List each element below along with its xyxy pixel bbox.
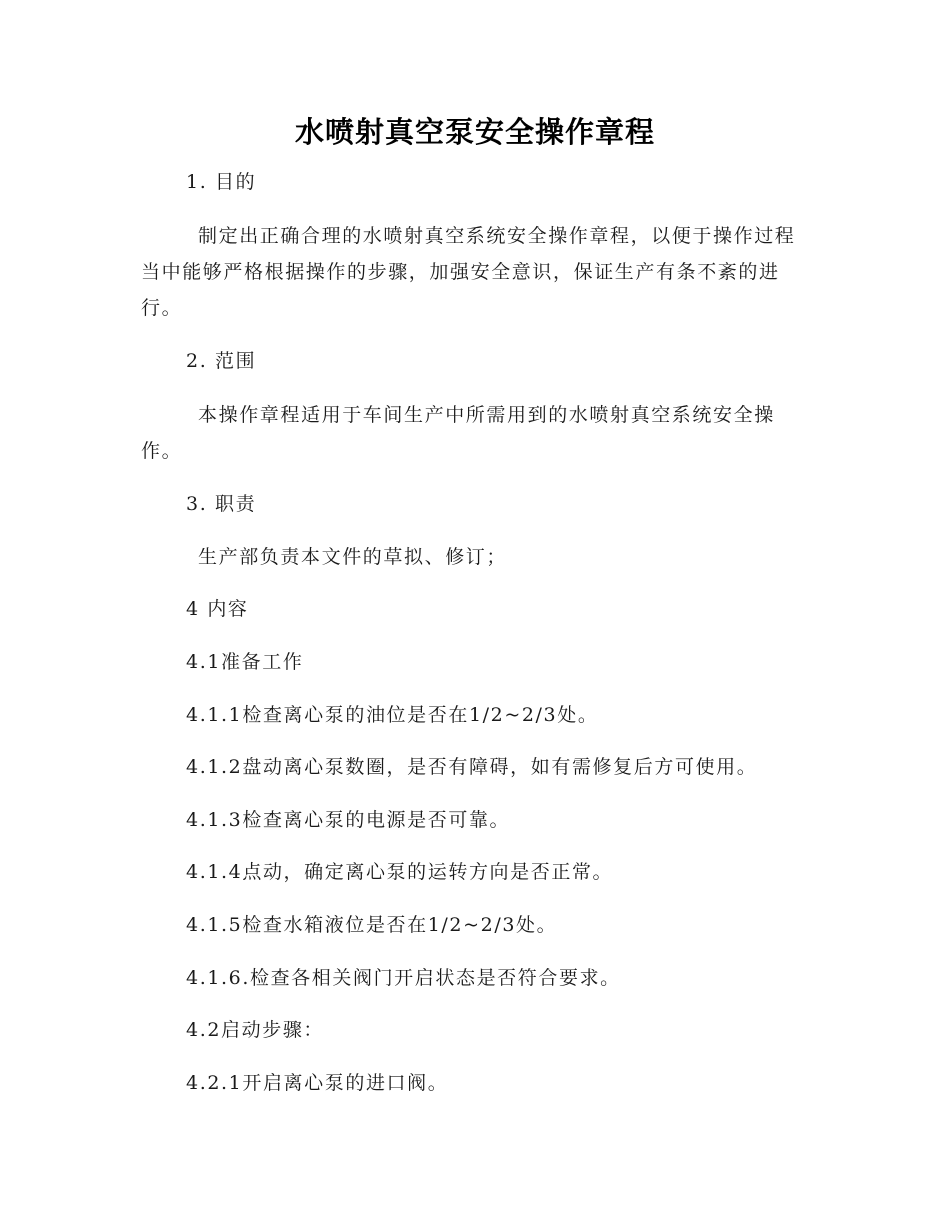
start-item: 4.2.1开启离心泵的进口阀。 — [186, 1072, 449, 1094]
duty-paragraph: 生产部负责本文件的草拟、修订； — [198, 546, 508, 568]
prep-item: 4.1.1检查离心泵的油位是否在1/2~2/3处。 — [186, 704, 599, 726]
duty-heading: 3. 职责 — [186, 493, 257, 515]
purpose-heading: 1. 目的 — [186, 171, 257, 193]
start-heading: 4.2启动步骤： — [186, 1019, 325, 1041]
prep-item: 4.1.6.检查各相关阀门开启状态是否符合要求。 — [186, 967, 621, 989]
purpose-paragraph: 制定出正确合理的水喷射真空系统安全操作章程，以便于操作过程当中能够严格根据操作的步骤，加强安全意识，保证生产有条不紊的进行。 — [141, 225, 796, 319]
content-heading: 4 内容 — [186, 598, 249, 620]
prep-heading: 4.1准备工作 — [186, 651, 304, 673]
prep-item: 4.1.3检查离心泵的电源是否可靠。 — [186, 809, 511, 831]
document-title: 水喷射真空泵安全操作章程 — [294, 115, 655, 149]
scope-heading: 2. 范围 — [186, 350, 257, 372]
prep-item: 4.1.2盘动离心泵数圈，是否有障碍，如有需修复后方可使用。 — [186, 756, 758, 778]
prep-item: 4.1.5检查水箱液位是否在1/2~2/3处。 — [186, 914, 558, 936]
scope-paragraph: 本操作章程适用于车间生产中所需用到的水喷射真空系统安全操作。 — [141, 404, 775, 462]
prep-item: 4.1.4点动，确定离心泵的运转方向是否正常。 — [186, 861, 614, 883]
